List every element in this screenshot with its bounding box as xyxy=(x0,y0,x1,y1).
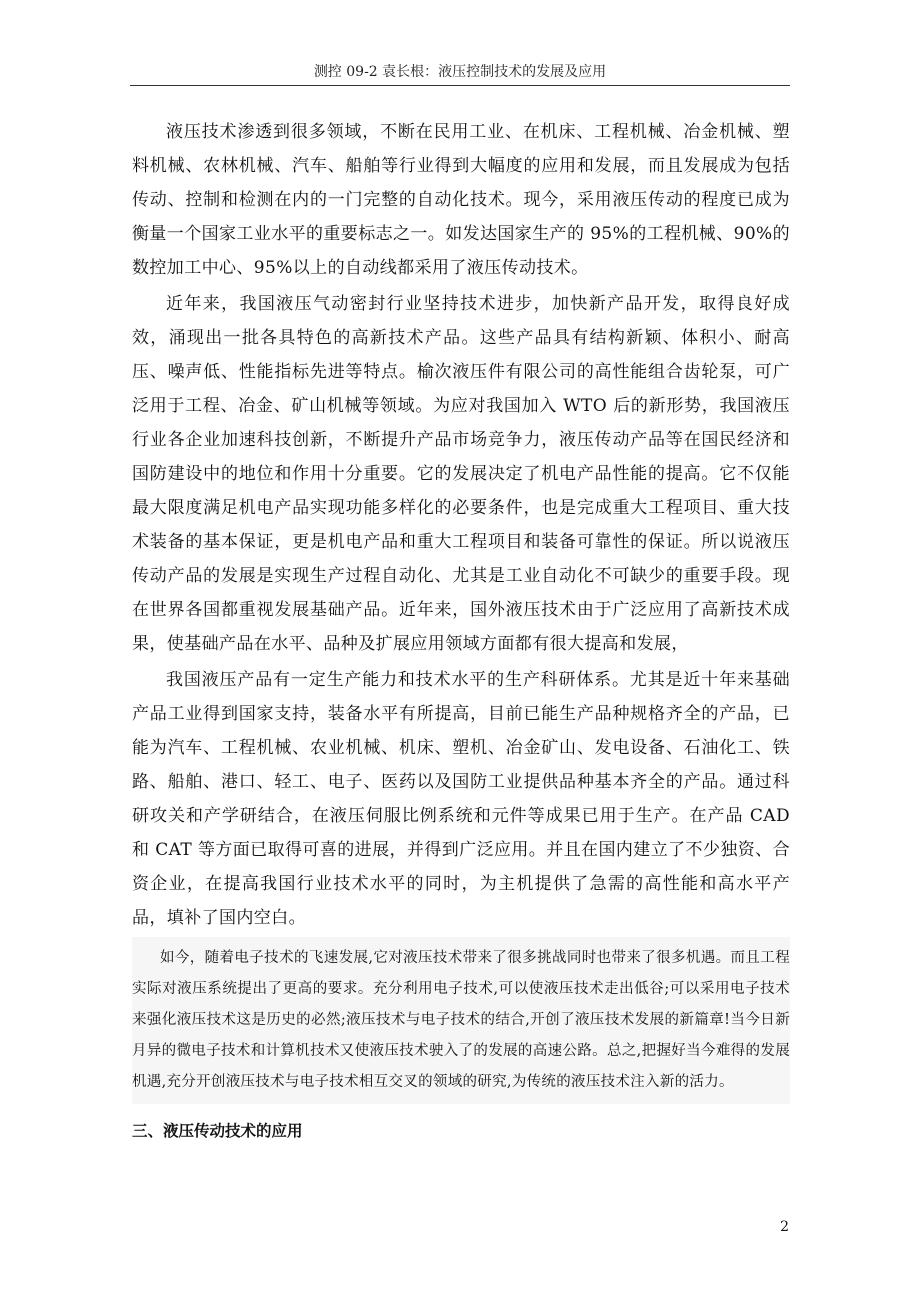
section-heading: 三、液压传动技术的应用 xyxy=(132,1122,303,1140)
body-paragraph-1: 液压技术渗透到很多领域，不断在民用工业、在机床、工程机械、冶金机械、塑料机械、农林机械、汽车、船舶等行业得到大幅度的应用和发展，而且发展成为包括传动、控制和检测在内的一门完整的自动化技术。现今，采用液压传动的程度已成为衡量一个国家工业水平的重要标志之一。如发达国家生产的 95%的工程机械、90%的数控加工中心、95%以上的自动线都采用了液压传动技术。 xyxy=(132,122,790,278)
body-paragraph-2: 近年来，我国液压气动密封行业坚持技术进步，加快新产品开发，取得良好成效，涌现出一批各具特色的高新技术产品。这些产品具有结构新颖、体积小、耐高压、噪声低、性能指标先进等特点。榆次液压件有限公司的高性能组合齿轮泵，可广泛用于工程、冶金、矿山机械等领域。为应对我国加入 WTO 后的新形势，我国液压行业各企业加速科技创新，不断提升产品市场竞争力，液压传动产品等在国民经济和国防建设中的地位和作用十分重要。它的发展决定了机电产品性能的提高。它不仅能最大限度满足机电产品实现功能多样化的必要条件，也是完成重大工程项目、重大技术装备的基本保证，更是机电产品和重大工程项目和装备可靠性的保证。所以说液压传动产品的发展是实现生产过程自动化、尤其是工业自动化不可缺少的重要手段。现在世界各国都重视发展基础产品。近年来，国外液压技术由于广泛应用了高新技术成果，使基础产品在水平、品种及扩展应用领域方面都有很大提高和发展， xyxy=(132,294,790,654)
running-header: 测控 09-2 袁长根：液压控制技术的发展及应用 xyxy=(313,64,607,80)
body-paragraph-3: 我国液压产品有一定生产能力和技术水平的生产科研体系。尤其是近十年来基础产品工业得到国家支持，装备水平有所提高，目前已能生产品种规格齐全的产品，已能为汽车、工程机械、农业机械、机床、塑机、冶金矿山、发电设备、石油化工、铁路、船舶、港口、轻工、电子、医药以及国防工业提供品种基本齐全的产品。通过科研攻关和产学研结合，在液压伺服比例系统和元件等成果已用于生产。在产品 CAD 和 CAT 等方面已取得可喜的进展，并得到广泛应用。并且在国内建立了不少独资、合资企业，在提高我国行业技术水平的同时，为主机提供了急需的高性能和高水平产品，填补了国内空白。 xyxy=(132,670,790,928)
quoted-block xyxy=(132,937,790,1104)
header-divider xyxy=(130,85,790,86)
document-body xyxy=(132,115,790,1146)
page-number: 2 xyxy=(780,1219,789,1235)
quoted-paragraph: 如今，随着电子技术的飞速发展,它对液压技术带来了很多挑战同时也带来了很多机遇。而且工程实际对液压系统提出了更高的要求。充分利用电子技术,可以使液压技术走出低谷;可以采用电子技术来强化液压技术这是历史的必然;液压技术与电子技术的结合,开创了液压技术发展的新篇章!当今日新月异的微电子技术和计算机技术又使液压技术驶入了的发展的高速公路。总之,把握好当今难得的发展机遇,充分开创液压技术与电子技术相互交叉的领域的研究,为传统的液压技术注入新的活力。 xyxy=(132,950,790,1090)
